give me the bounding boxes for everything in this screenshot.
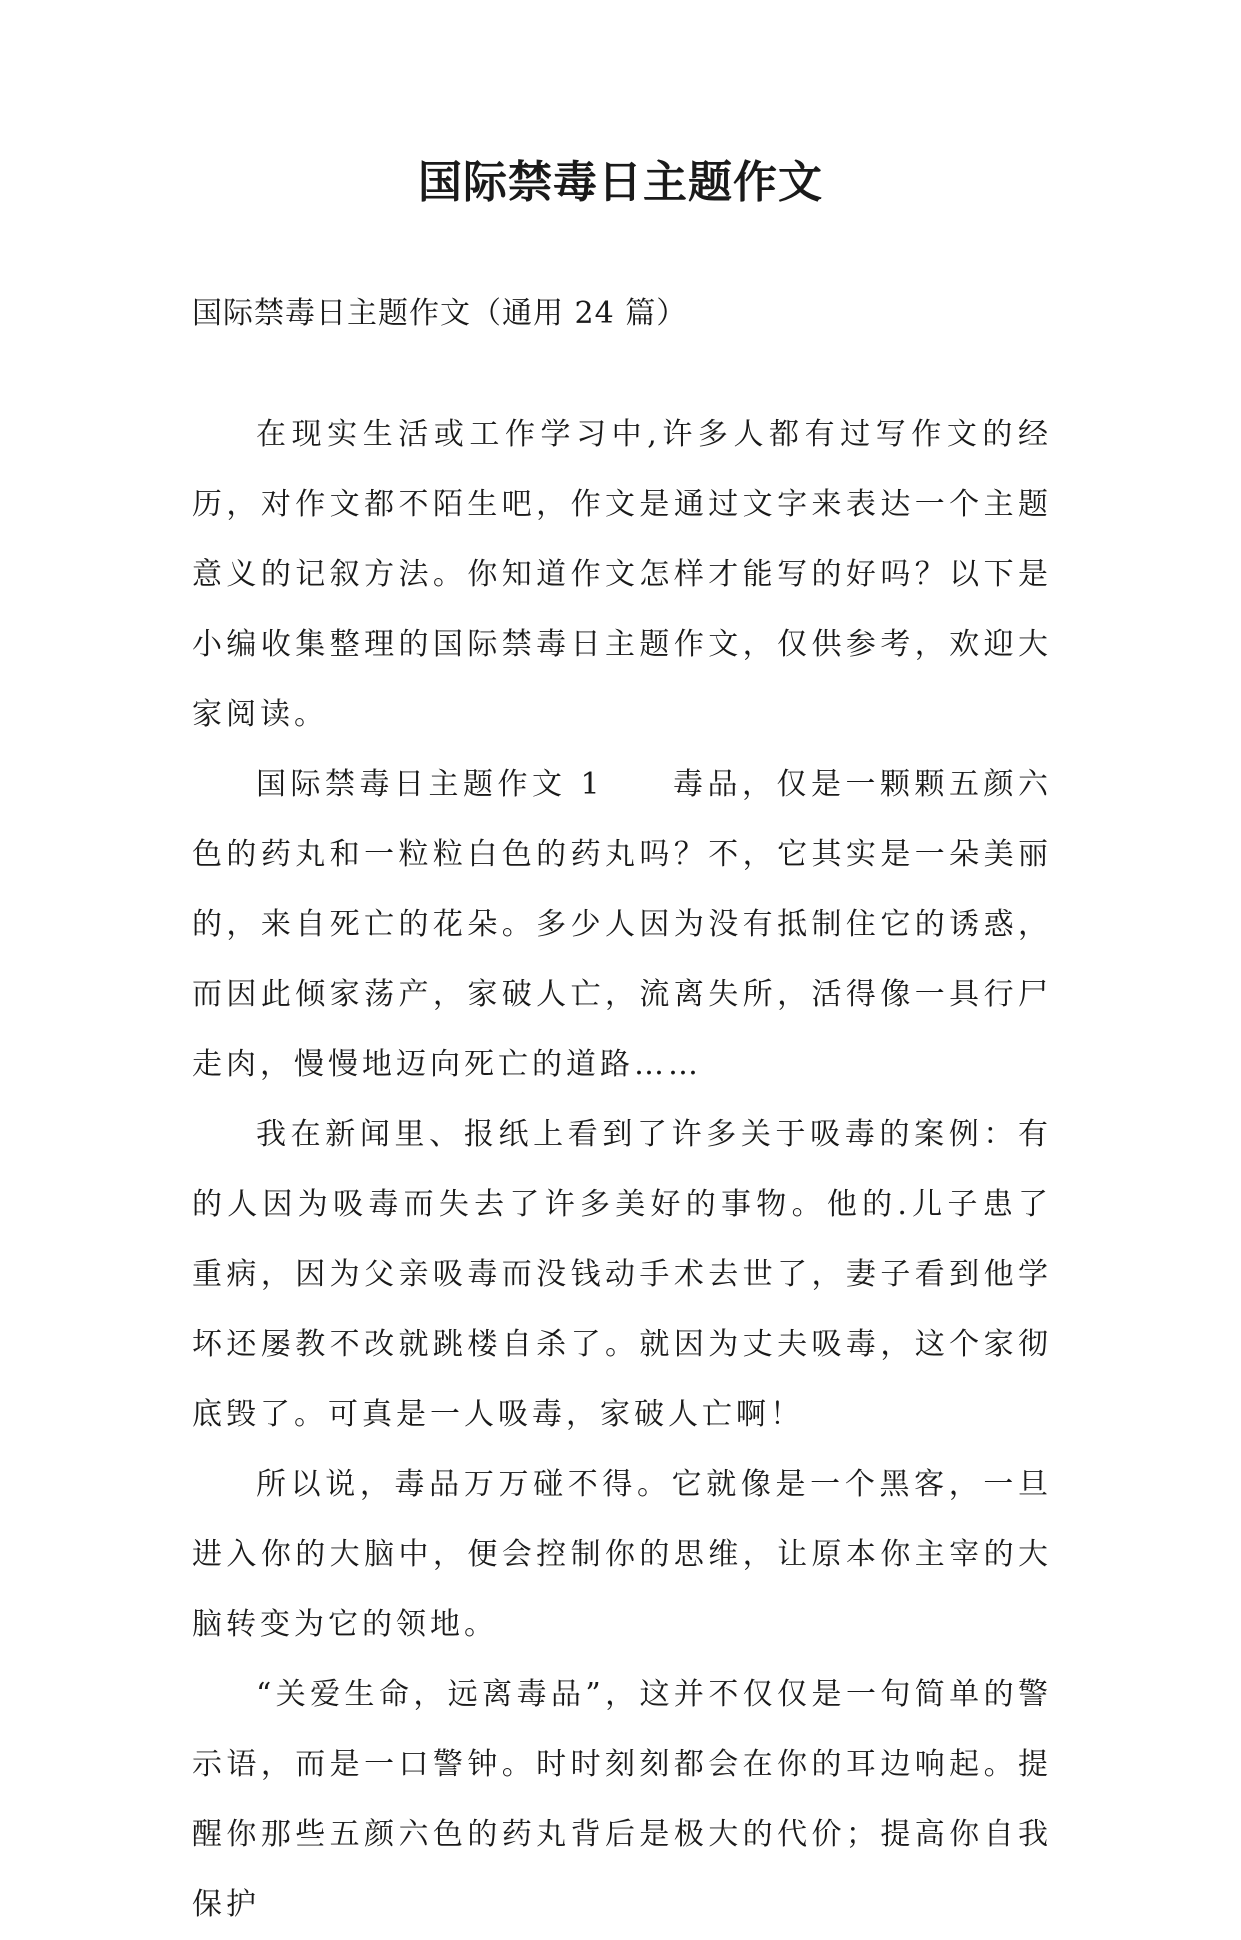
paragraph-slogan: “关爱生命，远离毒品”，这并不仅仅是一句简单的警示语，而是一口警钟。时时刻刻都会在你的耳边响起。提醒你那些五颜六色的药丸背后是极大的代价；提高你自我保护 <box>192 1677 1052 1922</box>
document-subtitle: 国际禁毒日主题作文（通用 24 篇） <box>192 296 688 331</box>
paragraph-news-cases: 我在新闻里、报纸上看到了许多关于吸毒的案例：有的人因为吸毒而失去了许多美好的事物。他的.儿子患了重病，因为父亲吸毒而没钱动手术去世了，妻子看到他学坏还屡教不改就跳楼自杀了。就因为丈夫吸毒，这个家彻底毁了。可真是一人吸毒，家破人亡啊！ <box>192 1117 1052 1432</box>
paragraph-intro: 在现实生活或工作学习中,许多人都有过写作文的经历，对作文都不陌生吧，作文是通过文字来表达一个主题意义的记叙方法。你知道作文怎样才能写的好吗？以下是小编收集整理的国际禁毒日主题作文，仅供参考，欢迎大家阅读。 <box>192 417 1052 732</box>
document-body <box>192 400 1052 1940</box>
paragraph-essay-1-opening: 国际禁毒日主题作文 1 毒品，仅是一颗颗五颜六色的药丸和一粒粒白色的药丸吗？不，它其实是一朵美丽的，来自死亡的花朵。多少人因为没有抵制住它的诱惑，而因此倾家荡产，家破人亡，流离失所，活得像一具行尸走肉，慢慢地迈向死亡的道路…… <box>192 767 1052 1082</box>
paragraph-hacker-metaphor: 所以说，毒品万万碰不得。它就像是一个黑客，一旦进入你的大脑中，便会控制你的思维，让原本你主宰的大脑转变为它的领地。 <box>192 1467 1052 1642</box>
document-title: 国际禁毒日主题作文 <box>418 157 823 208</box>
